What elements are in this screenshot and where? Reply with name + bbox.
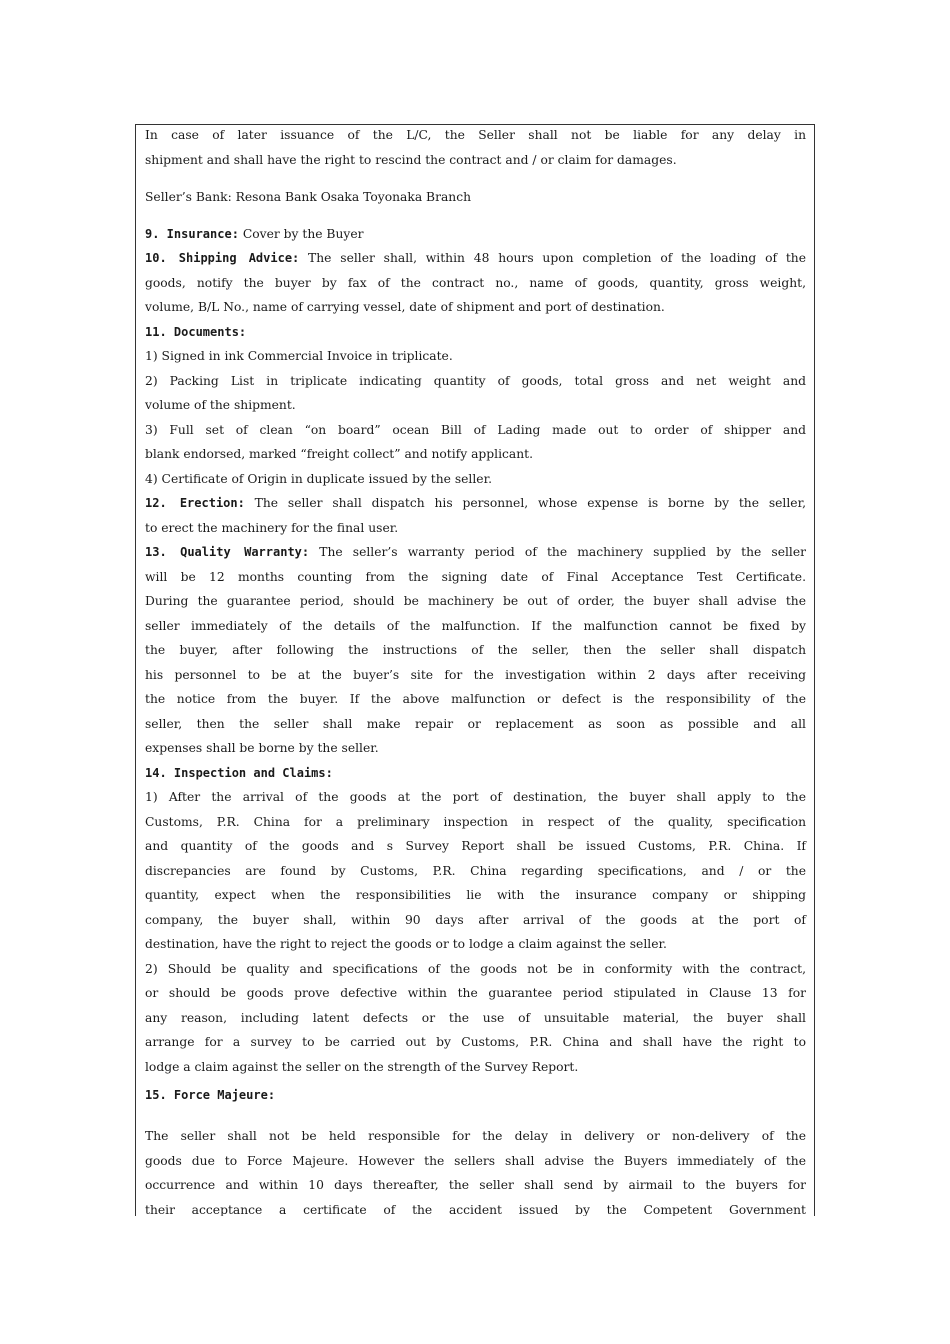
clause-line: or should be goods prove defective within the guarantee period stipulated in Clause 13 for: [145, 986, 806, 1000]
clause-line: expenses shall be borne by the seller.: [145, 741, 379, 755]
clause-line: quantity, expect when the responsibilities lie with the insurance company or shipping: [145, 888, 806, 902]
clause-line: occurrence and within 10 days thereafter, the seller shall send by airmail to the buyers for: [145, 1178, 806, 1192]
clause-line: goods, notify the buyer by fax of the contract no., name of goods, quantity, gross weight,: [145, 276, 806, 290]
clause-line: the buyer, after following the instructions of the seller, then the seller shall dispatch: [145, 643, 806, 657]
clause-line: 3) Full set of clean “on board” ocean Bill of Lading made out to order of shipper and: [145, 423, 806, 437]
clause-line: arrange for a survey to be carried out by Customs, P.R. China and shall have the right to: [145, 1035, 806, 1049]
clause-line: destination, have the right to reject the goods or to lodge a claim against the seller.: [145, 937, 667, 951]
clause-line: and quantity of the goods and s Survey Report shall be issued Customs, P.R. China. If: [145, 839, 806, 853]
clause-line: 1) After the arrival of the goods at the port of destination, the buyer shall apply to the: [145, 790, 806, 804]
clause-text: The seller shall, within 48 hours upon completion of the loading of the: [299, 251, 806, 265]
clause-line: 2) Packing List in triplicate indicating quantity of goods, total gross and net weight and: [145, 374, 806, 388]
clause-9: [145, 222, 806, 246]
contract-text-frame: [135, 124, 815, 1216]
clause-13: [145, 540, 806, 564]
clause-line: to erect the machinery for the final user.: [145, 521, 399, 535]
clause-heading: 14. Inspection and Claims:: [145, 766, 333, 780]
clause-12: [145, 491, 806, 515]
clause-line: lodge a claim against the seller on the strength of the Survey Report.: [145, 1060, 579, 1074]
clause-line: 4) Certificate of Origin in duplicate issued by the seller.: [145, 472, 493, 486]
clause-heading: 10. Shipping Advice:: [145, 251, 300, 265]
clause-line: his personnel to be at the buyer’s site for the investigation within 2 days after receiving: [145, 668, 806, 682]
clause-10: [145, 246, 806, 270]
clause-heading: 15. Force Majeure:: [145, 1088, 276, 1102]
clause-heading: 13. Quality Warranty:: [145, 545, 310, 559]
clause-text: The seller’s warranty period of the machinery supplied by the seller: [309, 545, 807, 559]
clause-text: The seller shall dispatch his personnel, whose expense is borne by the seller,: [244, 496, 807, 510]
clause-line: goods due to Force Majeure. However the sellers shall advise the Buyers immediately of the: [145, 1154, 806, 1168]
clause-line: seller immediately of the details of the malfunction. If the malfunction cannot be fixed by: [145, 619, 806, 633]
lc-line: In case of later issuance of the L/C, the Seller shall not be liable for any delay in: [145, 128, 806, 142]
lc-line: shipment and shall have the right to rescind the contract and / or claim for damages.: [145, 153, 677, 167]
clause-text: Cover by the Buyer: [238, 227, 364, 241]
clause-heading: 12. Erection:: [145, 496, 245, 510]
clause-line: 2) Should be quality and specifications of the goods not be in conformity with the contract,: [145, 962, 806, 976]
clause-line: discrepancies are found by Customs, P.R. China regarding specifications, and / or the: [145, 864, 806, 878]
clause-line: will be 12 months counting from the signing date of Final Acceptance Test Certificate.: [145, 570, 806, 584]
clause-line: company, the buyer shall, within 90 days after arrival of the goods at the port of: [145, 913, 806, 927]
clause-line: any reason, including latent defects or the use of unsuitable material, the buyer shall: [145, 1011, 806, 1025]
clause-line: seller, then the seller shall make repair or replacement as soon as possible and all: [145, 717, 806, 731]
clause-line: blank endorsed, marked “freight collect” and notify applicant.: [145, 447, 534, 461]
clause-heading: 9. Insurance:: [145, 227, 239, 241]
sellers-bank: Seller’s Bank: Resona Bank Osaka Toyonaka Branch: [145, 190, 472, 204]
clause-line: The seller shall not be held responsible for the delay in delivery or non-delivery of the: [145, 1129, 806, 1143]
clause-line: their acceptance a certificate of the accident issued by the Competent Government: [145, 1203, 806, 1216]
clause-line: 1) Signed in ink Commercial Invoice in triplicate.: [145, 349, 453, 363]
clause-heading: 11. Documents:: [145, 325, 247, 339]
clause-line: volume of the shipment.: [145, 398, 296, 412]
clause-line: During the guarantee period, should be machinery be out of order, the buyer shall advise the: [145, 594, 806, 608]
clause-line: the notice from the buyer. If the above malfunction or defect is the responsibility of the: [145, 692, 806, 706]
clause-line: Customs, P.R. China for a preliminary inspection in respect of the quality, specification: [145, 815, 806, 829]
clause-line: volume, B/L No., name of carrying vessel, date of shipment and port of destination.: [145, 300, 665, 314]
